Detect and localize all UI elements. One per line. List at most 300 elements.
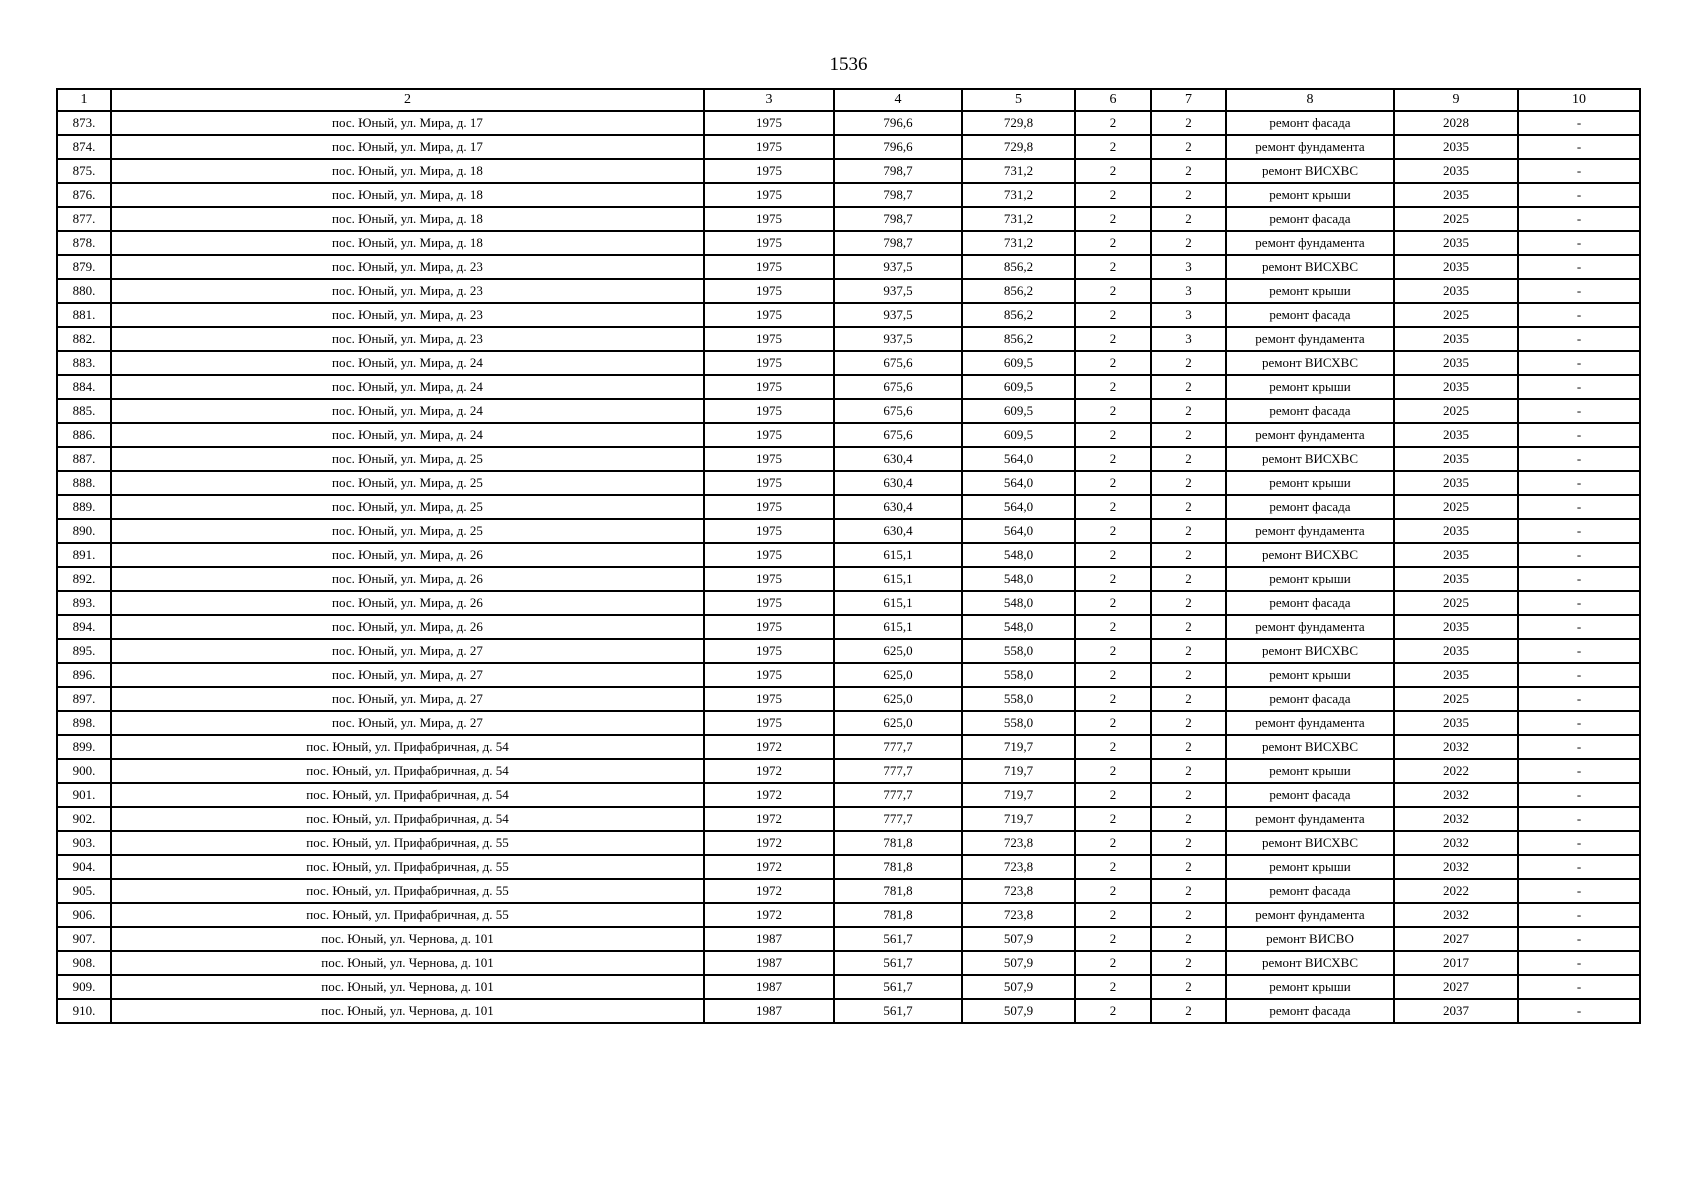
work-type-cell: ремонт ВИСХВС xyxy=(1226,831,1394,855)
build-year-cell: 1975 xyxy=(704,231,834,255)
row-number-cell: 900. xyxy=(57,759,111,783)
table-row xyxy=(57,135,1640,159)
living-area-cell: 729,8 xyxy=(962,111,1075,135)
planned-year-cell: 2025 xyxy=(1394,399,1518,423)
floors-cell: 2 xyxy=(1075,639,1151,663)
planned-year-cell: 2035 xyxy=(1394,327,1518,351)
note-cell: - xyxy=(1518,903,1640,927)
work-type-cell: ремонт фундамента xyxy=(1226,615,1394,639)
address-cell: пос. Юный, ул. Мира, д. 27 xyxy=(111,663,704,687)
total-area-cell: 937,5 xyxy=(834,303,962,327)
row-number-cell: 895. xyxy=(57,639,111,663)
planned-year-cell: 2035 xyxy=(1394,663,1518,687)
table-row xyxy=(57,231,1640,255)
entrances-cell: 2 xyxy=(1151,663,1226,687)
work-type-cell: ремонт фундамента xyxy=(1226,807,1394,831)
entrances-cell: 2 xyxy=(1151,927,1226,951)
living-area-cell: 719,7 xyxy=(962,807,1075,831)
row-number-cell: 899. xyxy=(57,735,111,759)
note-cell: - xyxy=(1518,375,1640,399)
build-year-cell: 1972 xyxy=(704,735,834,759)
column-header-7: 7 xyxy=(1151,89,1226,111)
address-cell: пос. Юный, ул. Мира, д. 23 xyxy=(111,303,704,327)
living-area-cell: 507,9 xyxy=(962,927,1075,951)
work-type-cell: ремонт ВИСХВС xyxy=(1226,351,1394,375)
work-type-cell: ремонт фасада xyxy=(1226,111,1394,135)
total-area-cell: 781,8 xyxy=(834,855,962,879)
floors-cell: 2 xyxy=(1075,111,1151,135)
floors-cell: 2 xyxy=(1075,375,1151,399)
note-cell: - xyxy=(1518,207,1640,231)
note-cell: - xyxy=(1518,591,1640,615)
table-row xyxy=(57,975,1640,999)
planned-year-cell: 2035 xyxy=(1394,183,1518,207)
row-number-cell: 877. xyxy=(57,207,111,231)
planned-year-cell: 2035 xyxy=(1394,447,1518,471)
address-cell: пос. Юный, ул. Мира, д. 25 xyxy=(111,471,704,495)
address-cell: пос. Юный, ул. Мира, д. 27 xyxy=(111,639,704,663)
row-number-cell: 898. xyxy=(57,711,111,735)
total-area-cell: 796,6 xyxy=(834,111,962,135)
address-cell: пос. Юный, ул. Мира, д. 26 xyxy=(111,567,704,591)
row-number-cell: 893. xyxy=(57,591,111,615)
living-area-cell: 856,2 xyxy=(962,255,1075,279)
floors-cell: 2 xyxy=(1075,423,1151,447)
row-number-cell: 889. xyxy=(57,495,111,519)
work-type-cell: ремонт крыши xyxy=(1226,183,1394,207)
table-row xyxy=(57,999,1640,1023)
note-cell: - xyxy=(1518,879,1640,903)
build-year-cell: 1975 xyxy=(704,711,834,735)
note-cell: - xyxy=(1518,567,1640,591)
living-area-cell: 548,0 xyxy=(962,591,1075,615)
build-year-cell: 1972 xyxy=(704,855,834,879)
row-number-cell: 909. xyxy=(57,975,111,999)
planned-year-cell: 2017 xyxy=(1394,951,1518,975)
floors-cell: 2 xyxy=(1075,855,1151,879)
note-cell: - xyxy=(1518,927,1640,951)
table-row xyxy=(57,591,1640,615)
total-area-cell: 561,7 xyxy=(834,975,962,999)
address-cell: пос. Юный, ул. Прифабричная, д. 55 xyxy=(111,879,704,903)
row-number-cell: 883. xyxy=(57,351,111,375)
work-type-cell: ремонт фасада xyxy=(1226,783,1394,807)
living-area-cell: 609,5 xyxy=(962,375,1075,399)
entrances-cell: 3 xyxy=(1151,279,1226,303)
floors-cell: 2 xyxy=(1075,471,1151,495)
note-cell: - xyxy=(1518,303,1640,327)
table-row xyxy=(57,783,1640,807)
address-cell: пос. Юный, ул. Чернова, д. 101 xyxy=(111,975,704,999)
living-area-cell: 548,0 xyxy=(962,543,1075,567)
note-cell: - xyxy=(1518,999,1640,1023)
column-header-1: 1 xyxy=(57,89,111,111)
row-number-cell: 874. xyxy=(57,135,111,159)
row-number-cell: 902. xyxy=(57,807,111,831)
total-area-cell: 625,0 xyxy=(834,639,962,663)
planned-year-cell: 2035 xyxy=(1394,279,1518,303)
work-type-cell: ремонт ВИСХВС xyxy=(1226,951,1394,975)
build-year-cell: 1975 xyxy=(704,279,834,303)
planned-year-cell: 2025 xyxy=(1394,495,1518,519)
entrances-cell: 2 xyxy=(1151,831,1226,855)
total-area-cell: 937,5 xyxy=(834,255,962,279)
living-area-cell: 548,0 xyxy=(962,567,1075,591)
address-cell: пос. Юный, ул. Прифабричная, д. 55 xyxy=(111,903,704,927)
address-cell: пос. Юный, ул. Прифабричная, д. 54 xyxy=(111,759,704,783)
floors-cell: 2 xyxy=(1075,495,1151,519)
total-area-cell: 777,7 xyxy=(834,807,962,831)
address-cell: пос. Юный, ул. Мира, д. 24 xyxy=(111,399,704,423)
living-area-cell: 719,7 xyxy=(962,783,1075,807)
floors-cell: 2 xyxy=(1075,519,1151,543)
entrances-cell: 2 xyxy=(1151,735,1226,759)
work-type-cell: ремонт фундамента xyxy=(1226,135,1394,159)
entrances-cell: 2 xyxy=(1151,951,1226,975)
build-year-cell: 1975 xyxy=(704,663,834,687)
total-area-cell: 630,4 xyxy=(834,519,962,543)
planned-year-cell: 2022 xyxy=(1394,879,1518,903)
total-area-cell: 798,7 xyxy=(834,183,962,207)
repair-schedule-table xyxy=(56,88,1641,1024)
build-year-cell: 1975 xyxy=(704,639,834,663)
table-row xyxy=(57,855,1640,879)
address-cell: пос. Юный, ул. Мира, д. 25 xyxy=(111,495,704,519)
address-cell: пос. Юный, ул. Прифабричная, д. 54 xyxy=(111,783,704,807)
floors-cell: 2 xyxy=(1075,783,1151,807)
total-area-cell: 625,0 xyxy=(834,711,962,735)
table-body xyxy=(57,111,1640,1023)
entrances-cell: 3 xyxy=(1151,303,1226,327)
living-area-cell: 719,7 xyxy=(962,735,1075,759)
work-type-cell: ремонт фундамента xyxy=(1226,711,1394,735)
living-area-cell: 564,0 xyxy=(962,495,1075,519)
work-type-cell: ремонт ВИСВО xyxy=(1226,927,1394,951)
total-area-cell: 781,8 xyxy=(834,903,962,927)
address-cell: пос. Юный, ул. Прифабричная, д. 54 xyxy=(111,735,704,759)
column-header-6: 6 xyxy=(1075,89,1151,111)
build-year-cell: 1975 xyxy=(704,423,834,447)
planned-year-cell: 2035 xyxy=(1394,231,1518,255)
floors-cell: 2 xyxy=(1075,591,1151,615)
floors-cell: 2 xyxy=(1075,807,1151,831)
living-area-cell: 856,2 xyxy=(962,303,1075,327)
address-cell: пос. Юный, ул. Мира, д. 24 xyxy=(111,351,704,375)
living-area-cell: 507,9 xyxy=(962,999,1075,1023)
build-year-cell: 1975 xyxy=(704,303,834,327)
total-area-cell: 630,4 xyxy=(834,447,962,471)
build-year-cell: 1975 xyxy=(704,591,834,615)
planned-year-cell: 2032 xyxy=(1394,735,1518,759)
table-row xyxy=(57,615,1640,639)
entrances-cell: 2 xyxy=(1151,375,1226,399)
living-area-cell: 558,0 xyxy=(962,663,1075,687)
entrances-cell: 2 xyxy=(1151,111,1226,135)
row-number-cell: 886. xyxy=(57,423,111,447)
floors-cell: 2 xyxy=(1075,975,1151,999)
living-area-cell: 731,2 xyxy=(962,207,1075,231)
floors-cell: 2 xyxy=(1075,951,1151,975)
total-area-cell: 937,5 xyxy=(834,327,962,351)
planned-year-cell: 2032 xyxy=(1394,855,1518,879)
row-number-cell: 879. xyxy=(57,255,111,279)
planned-year-cell: 2035 xyxy=(1394,159,1518,183)
address-cell: пос. Юный, ул. Мира, д. 24 xyxy=(111,375,704,399)
table-row xyxy=(57,927,1640,951)
total-area-cell: 615,1 xyxy=(834,615,962,639)
column-header-10: 10 xyxy=(1518,89,1640,111)
entrances-cell: 2 xyxy=(1151,855,1226,879)
living-area-cell: 609,5 xyxy=(962,423,1075,447)
living-area-cell: 558,0 xyxy=(962,639,1075,663)
address-cell: пос. Юный, ул. Мира, д. 26 xyxy=(111,543,704,567)
note-cell: - xyxy=(1518,231,1640,255)
planned-year-cell: 2032 xyxy=(1394,783,1518,807)
planned-year-cell: 2028 xyxy=(1394,111,1518,135)
living-area-cell: 548,0 xyxy=(962,615,1075,639)
total-area-cell: 561,7 xyxy=(834,951,962,975)
entrances-cell: 2 xyxy=(1151,231,1226,255)
build-year-cell: 1975 xyxy=(704,615,834,639)
row-number-cell: 882. xyxy=(57,327,111,351)
planned-year-cell: 2032 xyxy=(1394,831,1518,855)
floors-cell: 2 xyxy=(1075,399,1151,423)
column-header-5: 5 xyxy=(962,89,1075,111)
planned-year-cell: 2035 xyxy=(1394,471,1518,495)
living-area-cell: 558,0 xyxy=(962,687,1075,711)
table-row xyxy=(57,567,1640,591)
entrances-cell: 3 xyxy=(1151,327,1226,351)
entrances-cell: 2 xyxy=(1151,183,1226,207)
entrances-cell: 2 xyxy=(1151,711,1226,735)
floors-cell: 2 xyxy=(1075,543,1151,567)
total-area-cell: 798,7 xyxy=(834,207,962,231)
living-area-cell: 729,8 xyxy=(962,135,1075,159)
planned-year-cell: 2035 xyxy=(1394,639,1518,663)
address-cell: пос. Юный, ул. Прифабричная, д. 54 xyxy=(111,807,704,831)
note-cell: - xyxy=(1518,399,1640,423)
table-row xyxy=(57,399,1640,423)
table-row xyxy=(57,759,1640,783)
floors-cell: 2 xyxy=(1075,279,1151,303)
work-type-cell: ремонт крыши xyxy=(1226,375,1394,399)
build-year-cell: 1975 xyxy=(704,687,834,711)
row-number-cell: 907. xyxy=(57,927,111,951)
entrances-cell: 2 xyxy=(1151,903,1226,927)
note-cell: - xyxy=(1518,855,1640,879)
total-area-cell: 777,7 xyxy=(834,783,962,807)
floors-cell: 2 xyxy=(1075,999,1151,1023)
row-number-cell: 910. xyxy=(57,999,111,1023)
address-cell: пос. Юный, ул. Чернова, д. 101 xyxy=(111,951,704,975)
work-type-cell: ремонт фасада xyxy=(1226,687,1394,711)
row-number-cell: 885. xyxy=(57,399,111,423)
column-header-9: 9 xyxy=(1394,89,1518,111)
build-year-cell: 1972 xyxy=(704,759,834,783)
entrances-cell: 3 xyxy=(1151,255,1226,279)
planned-year-cell: 2035 xyxy=(1394,375,1518,399)
address-cell: пос. Юный, ул. Мира, д. 18 xyxy=(111,183,704,207)
floors-cell: 2 xyxy=(1075,903,1151,927)
floors-cell: 2 xyxy=(1075,183,1151,207)
work-type-cell: ремонт фундамента xyxy=(1226,423,1394,447)
address-cell: пос. Юный, ул. Мира, д. 23 xyxy=(111,255,704,279)
table-row xyxy=(57,255,1640,279)
note-cell: - xyxy=(1518,711,1640,735)
entrances-cell: 2 xyxy=(1151,471,1226,495)
work-type-cell: ремонт фасада xyxy=(1226,495,1394,519)
row-number-cell: 904. xyxy=(57,855,111,879)
living-area-cell: 731,2 xyxy=(962,159,1075,183)
table-row xyxy=(57,831,1640,855)
row-number-cell: 890. xyxy=(57,519,111,543)
row-number-cell: 878. xyxy=(57,231,111,255)
build-year-cell: 1987 xyxy=(704,951,834,975)
total-area-cell: 630,4 xyxy=(834,495,962,519)
floors-cell: 2 xyxy=(1075,615,1151,639)
column-header-2: 2 xyxy=(111,89,704,111)
entrances-cell: 2 xyxy=(1151,135,1226,159)
page-number: 1536 xyxy=(829,54,868,75)
column-header-3: 3 xyxy=(704,89,834,111)
living-area-cell: 856,2 xyxy=(962,327,1075,351)
floors-cell: 2 xyxy=(1075,207,1151,231)
note-cell: - xyxy=(1518,951,1640,975)
note-cell: - xyxy=(1518,447,1640,471)
total-area-cell: 675,6 xyxy=(834,399,962,423)
floors-cell: 2 xyxy=(1075,663,1151,687)
entrances-cell: 2 xyxy=(1151,975,1226,999)
total-area-cell: 625,0 xyxy=(834,687,962,711)
planned-year-cell: 2025 xyxy=(1394,207,1518,231)
build-year-cell: 1972 xyxy=(704,879,834,903)
address-cell: пос. Юный, ул. Мира, д. 18 xyxy=(111,207,704,231)
living-area-cell: 564,0 xyxy=(962,519,1075,543)
floors-cell: 2 xyxy=(1075,231,1151,255)
entrances-cell: 2 xyxy=(1151,423,1226,447)
row-number-cell: 894. xyxy=(57,615,111,639)
total-area-cell: 675,6 xyxy=(834,351,962,375)
table-row xyxy=(57,903,1640,927)
address-cell: пос. Юный, ул. Мира, д. 17 xyxy=(111,135,704,159)
table-row xyxy=(57,327,1640,351)
table-row xyxy=(57,447,1640,471)
entrances-cell: 2 xyxy=(1151,591,1226,615)
total-area-cell: 798,7 xyxy=(834,159,962,183)
table-row xyxy=(57,519,1640,543)
work-type-cell: ремонт крыши xyxy=(1226,279,1394,303)
work-type-cell: ремонт крыши xyxy=(1226,663,1394,687)
living-area-cell: 507,9 xyxy=(962,951,1075,975)
note-cell: - xyxy=(1518,807,1640,831)
build-year-cell: 1975 xyxy=(704,399,834,423)
floors-cell: 2 xyxy=(1075,879,1151,903)
note-cell: - xyxy=(1518,183,1640,207)
note-cell: - xyxy=(1518,615,1640,639)
planned-year-cell: 2027 xyxy=(1394,927,1518,951)
total-area-cell: 625,0 xyxy=(834,663,962,687)
living-area-cell: 564,0 xyxy=(962,447,1075,471)
note-cell: - xyxy=(1518,495,1640,519)
floors-cell: 2 xyxy=(1075,687,1151,711)
floors-cell: 2 xyxy=(1075,351,1151,375)
floors-cell: 2 xyxy=(1075,303,1151,327)
total-area-cell: 777,7 xyxy=(834,759,962,783)
living-area-cell: 856,2 xyxy=(962,279,1075,303)
work-type-cell: ремонт ВИСХВС xyxy=(1226,543,1394,567)
row-number-cell: 881. xyxy=(57,303,111,327)
living-area-cell: 609,5 xyxy=(962,399,1075,423)
row-number-cell: 873. xyxy=(57,111,111,135)
planned-year-cell: 2035 xyxy=(1394,543,1518,567)
total-area-cell: 630,4 xyxy=(834,471,962,495)
floors-cell: 2 xyxy=(1075,159,1151,183)
address-cell: пос. Юный, ул. Мира, д. 26 xyxy=(111,591,704,615)
total-area-cell: 781,8 xyxy=(834,879,962,903)
note-cell: - xyxy=(1518,159,1640,183)
planned-year-cell: 2035 xyxy=(1394,519,1518,543)
row-number-cell: 887. xyxy=(57,447,111,471)
build-year-cell: 1975 xyxy=(704,111,834,135)
table-row xyxy=(57,735,1640,759)
work-type-cell: ремонт крыши xyxy=(1226,567,1394,591)
note-cell: - xyxy=(1518,519,1640,543)
table-row xyxy=(57,159,1640,183)
address-cell: пос. Юный, ул. Мира, д. 18 xyxy=(111,231,704,255)
living-area-cell: 558,0 xyxy=(962,711,1075,735)
build-year-cell: 1975 xyxy=(704,519,834,543)
table-row xyxy=(57,111,1640,135)
table-row xyxy=(57,663,1640,687)
work-type-cell: ремонт ВИСХВС xyxy=(1226,159,1394,183)
work-type-cell: ремонт крыши xyxy=(1226,855,1394,879)
work-type-cell: ремонт крыши xyxy=(1226,759,1394,783)
table-row xyxy=(57,207,1640,231)
entrances-cell: 2 xyxy=(1151,159,1226,183)
living-area-cell: 723,8 xyxy=(962,855,1075,879)
note-cell: - xyxy=(1518,735,1640,759)
note-cell: - xyxy=(1518,255,1640,279)
planned-year-cell: 2032 xyxy=(1394,903,1518,927)
work-type-cell: ремонт крыши xyxy=(1226,975,1394,999)
address-cell: пос. Юный, ул. Мира, д. 27 xyxy=(111,687,704,711)
total-area-cell: 615,1 xyxy=(834,543,962,567)
row-number-cell: 876. xyxy=(57,183,111,207)
table-row xyxy=(57,279,1640,303)
total-area-cell: 561,7 xyxy=(834,927,962,951)
note-cell: - xyxy=(1518,759,1640,783)
total-area-cell: 781,8 xyxy=(834,831,962,855)
address-cell: пос. Юный, ул. Прифабричная, д. 55 xyxy=(111,855,704,879)
table-row xyxy=(57,951,1640,975)
table-row xyxy=(57,543,1640,567)
note-cell: - xyxy=(1518,975,1640,999)
work-type-cell: ремонт фундамента xyxy=(1226,903,1394,927)
build-year-cell: 1975 xyxy=(704,567,834,591)
entrances-cell: 2 xyxy=(1151,879,1226,903)
build-year-cell: 1987 xyxy=(704,975,834,999)
note-cell: - xyxy=(1518,423,1640,447)
entrances-cell: 2 xyxy=(1151,207,1226,231)
total-area-cell: 675,6 xyxy=(834,423,962,447)
floors-cell: 2 xyxy=(1075,831,1151,855)
planned-year-cell: 2035 xyxy=(1394,135,1518,159)
address-cell: пос. Юный, ул. Мира, д. 23 xyxy=(111,279,704,303)
planned-year-cell: 2025 xyxy=(1394,687,1518,711)
planned-year-cell: 2035 xyxy=(1394,423,1518,447)
planned-year-cell: 2022 xyxy=(1394,759,1518,783)
entrances-cell: 2 xyxy=(1151,759,1226,783)
